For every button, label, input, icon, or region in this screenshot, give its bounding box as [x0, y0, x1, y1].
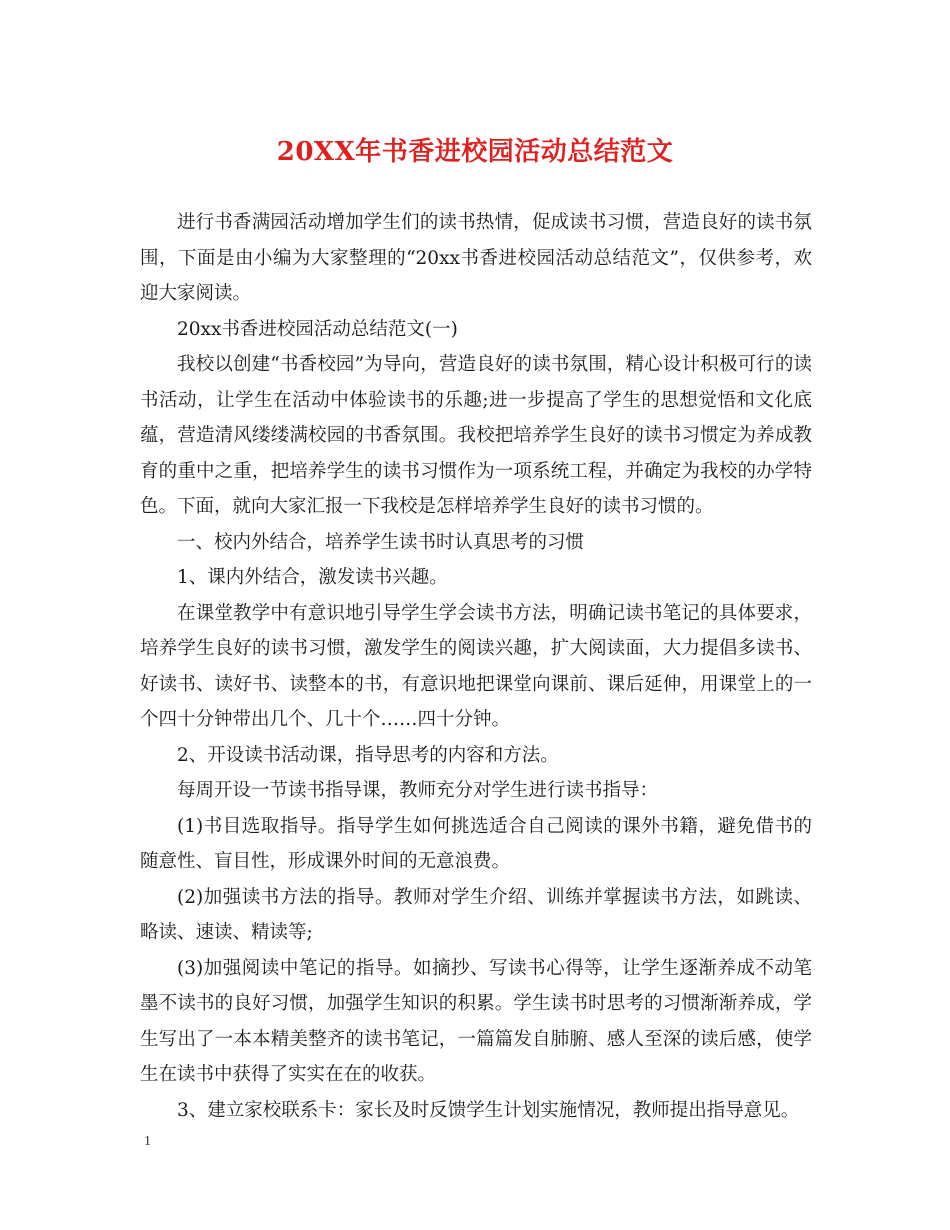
document-title: 20XX年书香进校园活动总结范文: [276, 137, 674, 167]
section-heading-1: 20xx书香进校园活动总结范文(一): [177, 318, 458, 340]
page-number: 1: [144, 1134, 151, 1149]
paragraph-intro: 进行书香满园活动增加学生们的读书热情，促成读书习惯，营造良好的读书氛围，下面是由小编为大家整理的“20xx书香进校园活动总结范文”，仅供参考，欢迎大家阅读。: [140, 212, 812, 304]
subheading: 2、开设读书活动课，指导思考的内容和方法。: [177, 744, 559, 766]
document-body: [140, 205, 812, 1128]
list-item: (2)加强读书方法的指导。教师对学生介绍、训练并掌握读书方法，如跳读、略读、速读、精读等;: [140, 886, 812, 943]
subheading: 1、课内外结合，激发读书兴趣。: [177, 567, 448, 588]
subheading: 一、校内外结合，培养学生读书时认真思考的习惯: [177, 531, 585, 553]
list-item: (3)加强阅读中笔记的指导。如摘抄、写读书心得等，让学生逐渐养成不动笔墨不读书的良好习惯，加强学生知识的积累。学生读书时思考的习惯渐渐养成，学生写出了一本本精美整齐的读书笔记，一篇篇发自肺腑、感人至深的读后感，使学生在读书中获得了实实在在的收获。: [140, 957, 812, 1085]
list-item: (1)书目选取指导。指导学生如何挑选适合自己阅读的课外书籍，避免借书的随意性、盲目性，形成课外时间的无意浪费。: [140, 815, 812, 872]
paragraph: 在课堂教学中有意识地引导学生学会读书方法，明确记读书笔记的具体要求，培养学生良好的读书习惯，激发学生的阅读兴趣，扩大阅读面，大力提倡多读书、好读书、读好书、读整本的书，有意识地把课堂向课前、课后延伸，用课堂上的一个四十分钟带出几个、几十个……四十分钟。: [140, 602, 812, 730]
paragraph: 每周开设一节读书指导课，教师充分对学生进行读书指导：: [177, 780, 659, 801]
subheading: 3、建立家校联系卡：家长及时反馈学生计划实施情况，教师提出指导意见。: [177, 1099, 800, 1121]
paragraph: 我校以创建“书香校园”为导向，营造良好的读书氛围，精心设计积极可行的读书活动，让学生在活动中体验读书的乐趣;进一步提高了学生的思想觉悟和文化底蕴，营造清风缕缕满校园的书香氛围。我校把培养学生良好的读书习惯定为养成教育的重中之重，把培养学生的读书习惯作为一项系统工程，并确定为我校的办学特色。下面，就向大家汇报一下我校是怎样培养学生良好的读书习惯的。: [140, 354, 812, 517]
